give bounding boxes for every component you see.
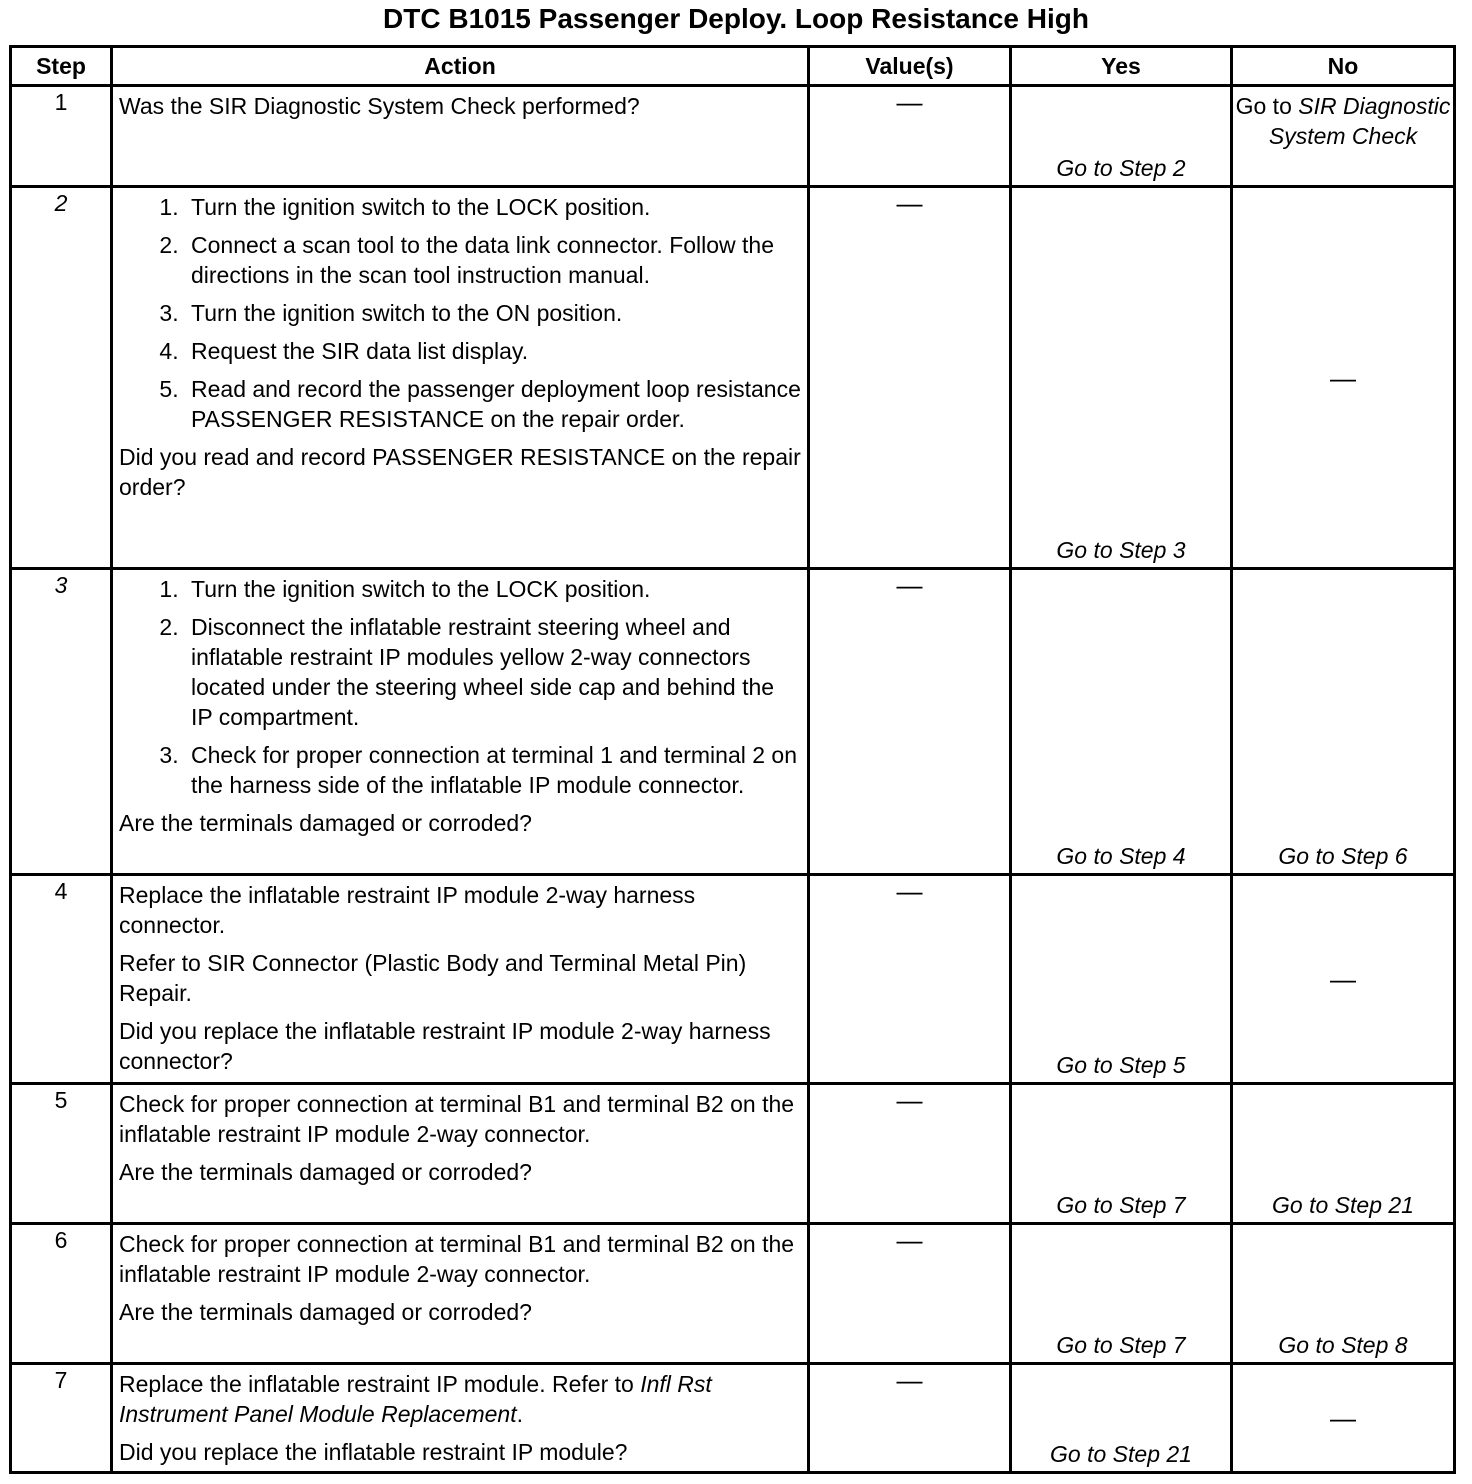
table-row: [11, 569, 1455, 875]
yes-cell: [1011, 875, 1232, 1084]
step-number: 3: [11, 569, 112, 875]
list-item: 5. Read and record the passenger deployment loop resistance PASSENGER RESISTANCE on the repair order.: [185, 374, 801, 434]
step-number: 4: [11, 875, 112, 1084]
action-question: Did you read and record PASSENGER RESISTANCE on the repair order?: [119, 444, 801, 500]
no-link[interactable]: Go to SIR Diagnostic System Check: [1235, 93, 1451, 149]
yes-link[interactable]: Go to Step 2: [1056, 155, 1186, 181]
value-cell: —: [809, 875, 1011, 1084]
action-steps-list: [119, 192, 801, 434]
no-cell: [1232, 1364, 1455, 1473]
table-row: [11, 1224, 1455, 1364]
yes-link[interactable]: Go to Step 3: [1056, 537, 1186, 563]
yes-cell: [1011, 187, 1232, 569]
action-text: Refer to SIR Connector (Plastic Body and Terminal Metal Pin) Repair.: [119, 950, 747, 1006]
header-step: Step: [11, 47, 112, 86]
value-cell: —: [809, 86, 1011, 187]
no-cell: [1232, 569, 1455, 875]
no-value: —: [1330, 1403, 1356, 1433]
yes-link[interactable]: Go to Step 21: [1050, 1441, 1192, 1467]
table-row: [11, 1364, 1455, 1473]
no-value: —: [1330, 362, 1356, 393]
action-question: Are the terminals damaged or corroded?: [119, 810, 532, 836]
page-title: DTC B1015 Passenger Deploy. Loop Resistance High: [383, 3, 1089, 34]
table-row: [11, 875, 1455, 1084]
yes-link[interactable]: Go to Step 7: [1056, 1332, 1186, 1358]
no-value: —: [1330, 964, 1356, 994]
list-item: 1. Turn the ignition switch to the LOCK position.: [185, 574, 801, 604]
action-question: Did you replace the inflatable restraint IP module?: [119, 1439, 628, 1465]
no-link[interactable]: Go to Step 8: [1278, 1332, 1408, 1358]
list-item: 3. Check for proper connection at terminal 1 and terminal 2 on the harness side of the inflatable IP module connector.: [185, 740, 801, 800]
no-link[interactable]: Go to Step 6: [1278, 843, 1408, 869]
yes-cell: [1011, 86, 1232, 187]
value-cell: —: [809, 1084, 1011, 1224]
no-cell: [1232, 187, 1455, 569]
no-cell: [1232, 86, 1455, 187]
yes-link[interactable]: Go to Step 7: [1056, 1192, 1186, 1218]
action-question: Did you replace the inflatable restraint IP module 2-way harness connector?: [119, 1018, 771, 1074]
step-number: 1: [11, 86, 112, 187]
action-cell: [112, 86, 809, 187]
action-cell: [112, 1084, 809, 1224]
header-action: Action: [112, 47, 809, 86]
no-cell: [1232, 1084, 1455, 1224]
action-cell: [112, 875, 809, 1084]
action-cell: [112, 187, 809, 569]
action-text: Check for proper connection at terminal B1 and terminal B2 on the inflatable restraint IP module 2-way connector.: [119, 1091, 795, 1147]
action-text: Replace the inflatable restraint IP module 2-way harness connector.: [119, 882, 696, 938]
header-yes: Yes: [1011, 47, 1232, 86]
diagnostic-table: [9, 45, 1456, 1474]
table-row: [11, 86, 1455, 187]
table-header-row: [11, 47, 1455, 86]
no-cell: [1232, 1224, 1455, 1364]
value-cell: —: [809, 187, 1011, 569]
action-cell: [112, 569, 809, 875]
action-question: Was the SIR Diagnostic System Check performed?: [119, 93, 640, 119]
step-number: 6: [11, 1224, 112, 1364]
action-cell: [112, 1364, 809, 1473]
step-number: 2: [11, 187, 112, 569]
yes-link[interactable]: Go to Step 5: [1056, 1052, 1186, 1078]
yes-cell: [1011, 1364, 1232, 1473]
header-values: Value(s): [809, 47, 1011, 86]
list-item: 3. Turn the ignition switch to the ON position.: [185, 298, 801, 328]
list-item: 4. Request the SIR data list display.: [185, 336, 801, 366]
no-link[interactable]: Go to Step 21: [1272, 1192, 1414, 1218]
table-row: [11, 1084, 1455, 1224]
action-question: Are the terminals damaged or corroded?: [119, 1159, 532, 1185]
action-text: Replace the inflatable restraint IP module. Refer to Infl Rst Instrument Panel Module Replacement.: [119, 1371, 712, 1427]
list-item: 2. Disconnect the inflatable restraint steering wheel and inflatable restraint IP modules yellow 2-way connectors located under the steering wheel side cap and behind the IP compartment.: [185, 612, 801, 732]
action-text: Check for proper connection at terminal B1 and terminal B2 on the inflatable restraint IP module 2-way connector.: [119, 1231, 795, 1287]
step-number: 5: [11, 1084, 112, 1224]
procedure-link[interactable]: Infl Rst Instrument Panel Module Replacement: [119, 1371, 712, 1427]
action-steps-list: [119, 574, 801, 800]
step-number: 7: [11, 1364, 112, 1473]
yes-cell: [1011, 569, 1232, 875]
action-question: Are the terminals damaged or corroded?: [119, 1299, 532, 1325]
action-cell: [112, 1224, 809, 1364]
value-cell: —: [809, 569, 1011, 875]
table-row: [11, 187, 1455, 569]
yes-link[interactable]: Go to Step 4: [1056, 843, 1186, 869]
value-cell: —: [809, 1364, 1011, 1473]
value-cell: —: [809, 1224, 1011, 1364]
header-no: No: [1232, 47, 1455, 86]
list-item: 2. Connect a scan tool to the data link connector. Follow the directions in the scan tool instruction manual.: [185, 230, 801, 290]
no-cell: [1232, 875, 1455, 1084]
list-item: 1. Turn the ignition switch to the LOCK position.: [185, 192, 801, 222]
yes-cell: [1011, 1224, 1232, 1364]
yes-cell: [1011, 1084, 1232, 1224]
